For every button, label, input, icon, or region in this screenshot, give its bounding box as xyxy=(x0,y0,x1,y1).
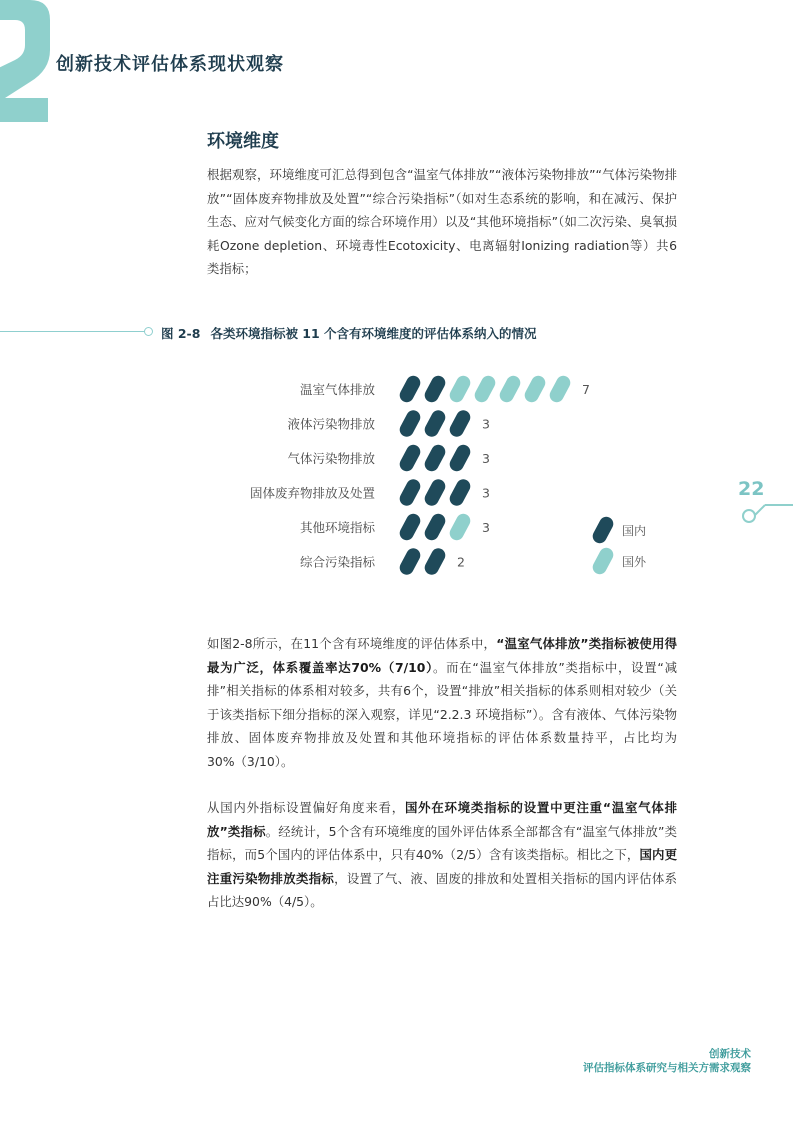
legend-icon xyxy=(590,514,616,545)
legend-label: 国内 xyxy=(622,524,647,538)
total-label: 2 xyxy=(457,554,465,570)
p1-text-a: 如图2-8所示，在11个含有环境维度的评估体系中， xyxy=(207,636,497,651)
domestic-icon xyxy=(422,373,448,404)
domestic-icon xyxy=(397,546,423,577)
domestic-icon xyxy=(397,477,423,508)
page-number-ornament xyxy=(735,500,793,530)
p2-text-a: 从国内外指标设置偏好角度来看， xyxy=(207,800,405,815)
total-label: 3 xyxy=(482,451,490,466)
category-label: 固体废弃物排放及处置 xyxy=(249,485,375,501)
intro-paragraph: 根据观察，环境维度可汇总得到包含“温室气体排放”“液体污染物排放”“气体污染物排放”“固体废弃物排放及处置”“综合污染指标”（如对生态系统的影响，和在减污、保护生态、应对气候变化方面的综合环境作用）以及“其他环境指标”（如二次污染、臭氧损耗Ozone depletion、环境毒性Ecotoxicity、电离辐射Ionizing radiation等）共6类指标； xyxy=(207,167,677,276)
domestic-icon xyxy=(397,442,423,473)
foreign-icon xyxy=(547,373,573,404)
caption-dot xyxy=(144,327,153,336)
total-label: 7 xyxy=(582,382,590,397)
total-label: 3 xyxy=(482,485,490,501)
domestic-icon xyxy=(422,546,448,577)
page-number: 22 xyxy=(738,478,765,500)
category-label: 气体污染物排放 xyxy=(287,451,375,466)
domestic-icon xyxy=(397,408,423,439)
legend-label: 国外 xyxy=(622,555,647,569)
domestic-icon xyxy=(447,408,473,439)
subsection-title: 环境维度 xyxy=(207,131,279,152)
total-label: 3 xyxy=(482,416,490,432)
foreign-icon xyxy=(472,373,498,404)
foreign-icon xyxy=(447,511,473,542)
p2-text-e: ，设置了气、液、固废的排放和处置相关指标的国内评估体系占比达90%（4/5）。 xyxy=(207,870,678,909)
domestic-icon xyxy=(422,511,448,542)
domestic-icon xyxy=(422,408,448,439)
body-paragraph-1 xyxy=(207,632,677,773)
indicator-chart xyxy=(0,365,700,585)
category-label: 综合污染指标 xyxy=(299,554,375,570)
section-title: 创新技术评估体系现状观察 xyxy=(56,54,284,75)
category-label: 温室气体排放 xyxy=(299,382,375,397)
legend-icon xyxy=(590,545,616,576)
p2-emphasis-2: 国内更注重污染物排放类指标 xyxy=(207,847,677,886)
p2-emphasis-1: 国外在环境类指标的设置中更注重“温室气体排放”类指标 xyxy=(207,800,677,839)
footer-title: 创新技术 xyxy=(709,1048,751,1060)
figure-caption xyxy=(161,324,547,342)
figure-caption-text: 各类环境指标被 11 个含有环境维度的评估体系纳入的情况 xyxy=(210,326,537,341)
p1-emphasis: “温室气体排放”类指标被使用得最为广泛，体系覆盖率达70%（7/10） xyxy=(207,636,677,675)
body-paragraph-2 xyxy=(207,796,677,914)
total-label: 3 xyxy=(482,520,490,535)
figure-number: 图 2-8 xyxy=(161,326,201,341)
p2-text-c: 。经统计，5个含有环境维度的国外评估体系全部都含有“温室气体排放”类指标，而5个国内的评估体系中，只有40%（2/5）含有该类指标。相比之下， xyxy=(207,823,677,862)
caption-rule xyxy=(0,331,150,332)
foreign-icon xyxy=(497,373,523,404)
foreign-icon xyxy=(522,373,548,404)
footer-subtitle: 评估指标体系研究与相关方需求观察 xyxy=(583,1062,751,1074)
section-number-graphic xyxy=(0,0,60,125)
domestic-icon xyxy=(397,373,423,404)
category-label: 液体污染物排放 xyxy=(287,416,375,432)
domestic-icon xyxy=(447,442,473,473)
domestic-icon xyxy=(397,511,423,542)
foreign-icon xyxy=(447,373,473,404)
domestic-icon xyxy=(422,442,448,473)
p1-text-c: 。而在“温室气体排放”类指标中，设置“减排”相关指标的体系相对较多，共有6个，设置“排放”相关指标的体系则相对较少（关于该类指标下细分指标的深入观察，详见“2.2.3 环境指标”）。含有液体、气体污染物排放、固体废弃物排放及处置和其他环境指标的评估体系数量持平，占比均为30%（3/10）。 xyxy=(207,659,677,769)
category-label: 其他环境指标 xyxy=(299,520,375,535)
domestic-icon xyxy=(447,477,473,508)
domestic-icon xyxy=(422,477,448,508)
